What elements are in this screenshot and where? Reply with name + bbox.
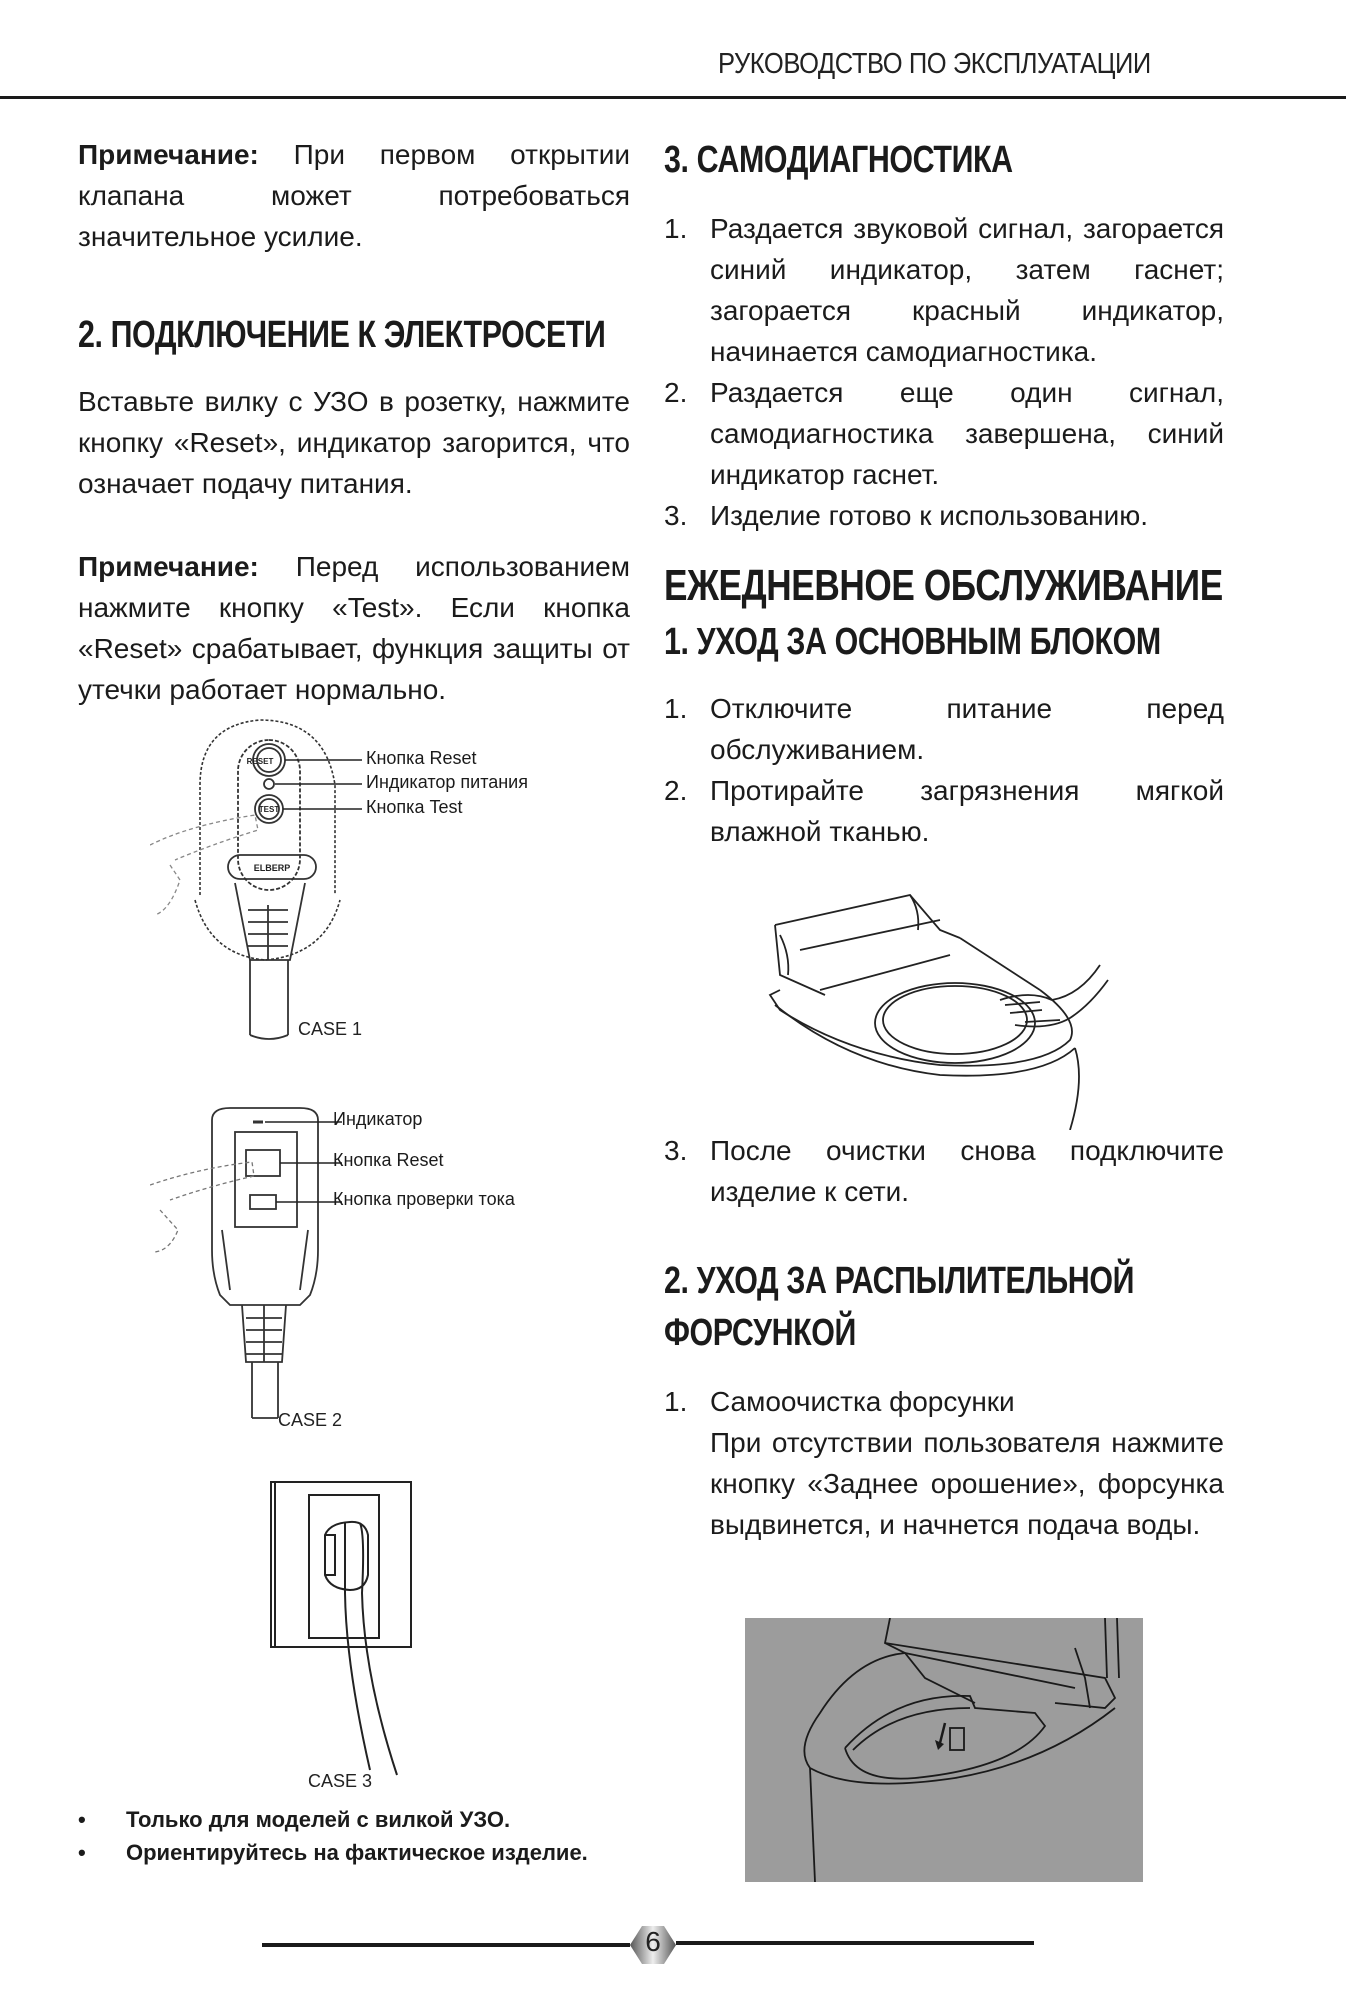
power-instructions: Вставьте вилку с УЗО в розетку, нажмите кнопку «Reset», индикатор загорится, что означает подачу питания. bbox=[78, 386, 630, 499]
self-diagnosis-steps bbox=[664, 208, 1224, 536]
callout-reset-button: Кнопка Reset bbox=[333, 1150, 444, 1170]
list-item: 2. Раздается еще один сигнал, самодиагностика завершена, синий индикатор гаснет. bbox=[664, 377, 1224, 490]
note-text: Перед использованием нажмите кнопку «Test». Если кнопка «Reset» срабатывает, функция защиты от утечки работает нормально. bbox=[78, 551, 630, 705]
note-actual-product: • Ориентируйтесь на фактическое изделие. bbox=[78, 1836, 638, 1869]
callout-reset-button: Кнопка Reset bbox=[366, 748, 477, 768]
main-unit-steps-continued bbox=[664, 1130, 1224, 1212]
note-text: При первом открытии клапана может потребоваться значительное усилие. bbox=[78, 139, 630, 252]
figure-seat-cleaning bbox=[740, 880, 1110, 1130]
footer-rule-left bbox=[262, 1943, 630, 1947]
list-item: 1. Самоочистка форсунки При отсутствии пользователя нажмите кнопку «Заднее орошение», форсунка выдвинется, и начнется подача воды. bbox=[664, 1386, 1224, 1540]
brand-logo: ELBERP bbox=[253, 863, 291, 873]
list-item: 3. После очистки снова подключите изделие к сети. bbox=[664, 1135, 1224, 1207]
figure-case2 bbox=[150, 1100, 570, 1440]
note-valve bbox=[78, 134, 630, 257]
wall-socket-illustration bbox=[250, 1475, 450, 1795]
main-unit-steps bbox=[664, 688, 1224, 852]
subsection-heading-nozzle: 2. УХОД ЗА РАСПЫЛИТЕЛЬНОЙ bbox=[664, 1260, 1135, 1302]
callout-indicator: Индикатор bbox=[333, 1109, 423, 1129]
running-header: РУКОВОДСТВО ПО ЭКСПЛУАТАЦИИ bbox=[718, 48, 1151, 80]
nozzle-steps bbox=[664, 1381, 1224, 1545]
reset-button-label: RESET bbox=[246, 757, 274, 766]
figure-case3 bbox=[250, 1475, 450, 1795]
figure-nozzle-self-clean bbox=[745, 1618, 1143, 1882]
left-column bbox=[78, 134, 630, 710]
list-item: 1. Раздается звуковой сигнал, загорается синий индикатор, затем гаснет; загорается красный индикатор, начинается самодиагностика. bbox=[664, 213, 1224, 367]
rcd-plug-round-illustration bbox=[150, 715, 570, 1055]
case1-label: CASE 1 bbox=[298, 1019, 363, 1039]
test-button-label: TEST bbox=[258, 805, 280, 814]
model-notes bbox=[78, 1803, 638, 1869]
callout-power-indicator: Индикатор питания bbox=[366, 772, 528, 792]
list-item: 2. Протирайте загрязнения мягкой влажной тканью. bbox=[664, 775, 1224, 847]
right-column bbox=[664, 134, 1224, 852]
footer-rule-right bbox=[676, 1941, 1034, 1945]
nozzle-extending-illustration bbox=[745, 1618, 1143, 1882]
case2-label: CASE 2 bbox=[278, 1410, 343, 1430]
section-heading-daily-maintenance: ЕЖЕДНЕВНОЕ ОБСЛУЖИВАНИЕ bbox=[664, 561, 1223, 610]
header-divider bbox=[0, 96, 1346, 99]
case3-label: CASE 3 bbox=[308, 1771, 373, 1791]
page-number: 6 bbox=[645, 1926, 661, 1957]
subsection-heading-nozzle-cont: ФОРСУНКОЙ bbox=[664, 1312, 856, 1354]
section-heading-self-diagnosis: 3. САМОДИАГНОСТИКА bbox=[664, 139, 1013, 181]
note-test bbox=[78, 546, 630, 710]
toilet-seat-wiping-illustration bbox=[740, 880, 1110, 1130]
note-label: Примечание: bbox=[78, 139, 259, 170]
section-heading-power: 2. ПОДКЛЮЧЕНИЕ К ЭЛЕКТРОСЕТИ bbox=[78, 314, 606, 356]
list-item: 3. Изделие готово к использованию. bbox=[664, 500, 1149, 531]
note-label: Примечание: bbox=[78, 551, 259, 582]
list-item: 1. Отключите питание перед обслуживанием. bbox=[664, 693, 1224, 765]
callout-test-button: Кнопка Test bbox=[366, 797, 463, 817]
note-rcd-only: • Только для моделей с вилкой УЗО. bbox=[78, 1803, 638, 1836]
figure-case1 bbox=[150, 715, 570, 1055]
callout-current-test-button: Кнопка проверки тока bbox=[333, 1189, 515, 1209]
nozzle-section bbox=[664, 1255, 1224, 1545]
subsection-heading-main-unit: 1. УХОД ЗА ОСНОВНЫМ БЛОКОМ bbox=[664, 621, 1161, 663]
